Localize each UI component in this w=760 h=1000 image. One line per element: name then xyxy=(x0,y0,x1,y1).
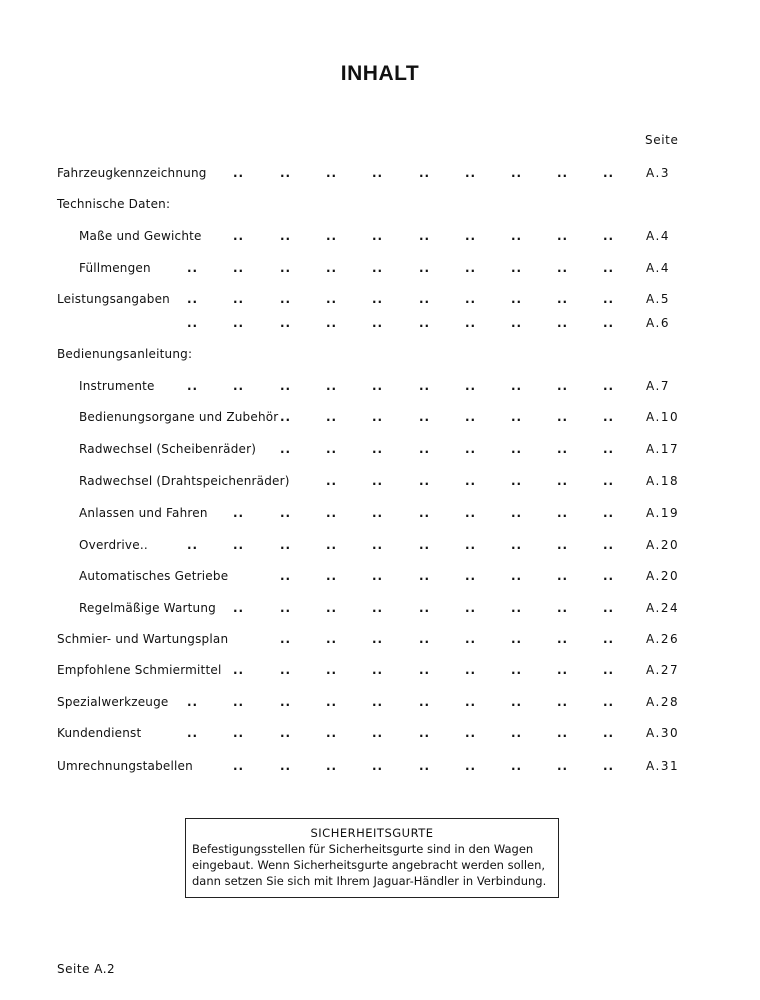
notice-line: dann setzen Sie sich mit Ihrem Jaguar-Händler in Verbindung. xyxy=(192,874,547,888)
dot-leader: .. xyxy=(557,759,569,773)
dot-leader: .. xyxy=(465,538,477,552)
dot-leader: .. xyxy=(280,632,292,646)
toc-entry xyxy=(0,663,760,683)
dot-leader: .. xyxy=(372,759,384,773)
dot-leader: .. xyxy=(557,726,569,740)
toc-entry xyxy=(0,759,760,779)
toc-entry xyxy=(0,292,760,312)
dot-leader: .. xyxy=(187,379,199,393)
page-number-footer: Seite A.2 xyxy=(57,962,116,976)
toc-entry-label: Maße und Gewichte xyxy=(79,229,202,243)
dot-leader: .. xyxy=(557,166,569,180)
dot-leader: .. xyxy=(511,663,523,677)
toc-entry-page: A.19 xyxy=(646,506,680,520)
dot-leader: .. xyxy=(372,261,384,275)
dot-leader: .. xyxy=(419,292,431,306)
dot-leader: .. xyxy=(465,695,477,709)
dot-leader: .. xyxy=(511,442,523,456)
toc-entry-page: A.18 xyxy=(646,474,680,488)
dot-leader: .. xyxy=(511,292,523,306)
dot-leader: .. xyxy=(372,292,384,306)
dot-leader: .. xyxy=(511,316,523,330)
toc-entry xyxy=(0,726,760,746)
dot-leader: .. xyxy=(280,166,292,180)
dot-leader: .. xyxy=(511,379,523,393)
dot-leader: .. xyxy=(419,316,431,330)
dot-leader: .. xyxy=(465,292,477,306)
dot-leader: .. xyxy=(372,538,384,552)
dot-leader: .. xyxy=(557,695,569,709)
dot-leader: .. xyxy=(187,695,199,709)
toc-entry xyxy=(0,569,760,589)
dot-leader: .. xyxy=(419,166,431,180)
dot-leader: .. xyxy=(511,695,523,709)
dot-leader: .. xyxy=(233,695,245,709)
dot-leader: .. xyxy=(326,379,338,393)
dot-leader: .. xyxy=(326,726,338,740)
page-column-header: Seite xyxy=(645,133,679,147)
dot-leader: .. xyxy=(280,316,292,330)
dot-leader: .. xyxy=(233,726,245,740)
dot-leader: .. xyxy=(326,695,338,709)
dot-leader: .. xyxy=(511,261,523,275)
dot-leader: .. xyxy=(511,726,523,740)
dot-leader: .. xyxy=(187,261,199,275)
dot-leader: .. xyxy=(557,569,569,583)
dot-leader: .. xyxy=(280,442,292,456)
dot-leader: .. xyxy=(511,632,523,646)
dot-leader: .. xyxy=(326,632,338,646)
toc-entry-label: Leistungsangaben xyxy=(57,292,170,306)
dot-leader: .. xyxy=(465,759,477,773)
dot-leader: .. xyxy=(557,379,569,393)
toc-entry xyxy=(0,538,760,558)
dot-leader: .. xyxy=(187,538,199,552)
dot-leader: .. xyxy=(511,229,523,243)
dot-leader: .. xyxy=(326,316,338,330)
toc-entry-label: Regelmäßige Wartung xyxy=(79,601,216,615)
toc-entry-page: A.4 xyxy=(646,229,670,243)
dot-leader: .. xyxy=(465,442,477,456)
dot-leader: .. xyxy=(372,474,384,488)
dot-leader: .. xyxy=(326,410,338,424)
dot-leader: .. xyxy=(372,569,384,583)
toc-entry-label: Radwechsel (Scheibenräder) xyxy=(79,442,257,456)
dot-leader: .. xyxy=(465,316,477,330)
dot-leader: .. xyxy=(603,506,615,520)
dot-leader: .. xyxy=(326,261,338,275)
toc-entry-label: Radwechsel (Drahtspeichenräder) xyxy=(79,474,290,488)
toc-entry-label: Technische Daten: xyxy=(57,197,171,211)
dot-leader: .. xyxy=(557,410,569,424)
seatbelt-notice-box xyxy=(185,818,559,898)
dot-leader: .. xyxy=(419,442,431,456)
dot-leader: .. xyxy=(419,601,431,615)
dot-leader: .. xyxy=(465,663,477,677)
dot-leader: .. xyxy=(280,601,292,615)
dot-leader: .. xyxy=(557,229,569,243)
dot-leader: .. xyxy=(372,632,384,646)
dot-leader: .. xyxy=(280,759,292,773)
dot-leader: .. xyxy=(511,538,523,552)
dot-leader: .. xyxy=(511,759,523,773)
dot-leader: .. xyxy=(419,474,431,488)
dot-leader: .. xyxy=(419,379,431,393)
dot-leader: .. xyxy=(465,166,477,180)
dot-leader: .. xyxy=(280,229,292,243)
dot-leader: .. xyxy=(233,229,245,243)
dot-leader: .. xyxy=(280,695,292,709)
dot-leader: .. xyxy=(372,229,384,243)
toc-entry-page: A.28 xyxy=(646,695,680,709)
toc-entry-page: A.17 xyxy=(646,442,680,456)
dot-leader: .. xyxy=(465,229,477,243)
dot-leader: .. xyxy=(557,632,569,646)
dot-leader: .. xyxy=(280,726,292,740)
dot-leader: .. xyxy=(372,316,384,330)
toc-entry-label: Füllmengen xyxy=(79,261,151,275)
toc-entry-label: Instrumente xyxy=(79,379,155,393)
dot-leader: .. xyxy=(233,379,245,393)
dot-leader: .. xyxy=(603,316,615,330)
dot-leader: .. xyxy=(603,379,615,393)
dot-leader: .. xyxy=(372,695,384,709)
dot-leader: .. xyxy=(603,759,615,773)
toc-entry xyxy=(0,695,760,715)
toc-entry xyxy=(0,166,760,186)
dot-leader: .. xyxy=(603,261,615,275)
dot-leader: .. xyxy=(419,261,431,275)
dot-leader: .. xyxy=(233,261,245,275)
dot-leader: .. xyxy=(280,569,292,583)
dot-leader: .. xyxy=(511,601,523,615)
dot-leader: .. xyxy=(187,726,199,740)
toc-entry-page: A.20 xyxy=(646,538,680,552)
dot-leader: .. xyxy=(326,601,338,615)
dot-leader: .. xyxy=(326,474,338,488)
dot-leader: .. xyxy=(326,166,338,180)
toc-entry-page: A.4 xyxy=(646,261,670,275)
dot-leader: .. xyxy=(603,569,615,583)
notice-title: SICHERHEITSGURTE xyxy=(310,826,434,840)
page-title: INHALT xyxy=(340,62,420,85)
dot-leader: .. xyxy=(280,410,292,424)
toc-entry xyxy=(0,347,760,367)
toc-entry-page: A.31 xyxy=(646,759,680,773)
dot-leader: .. xyxy=(187,292,199,306)
dot-leader: .. xyxy=(557,442,569,456)
dot-leader: .. xyxy=(465,601,477,615)
toc-entry xyxy=(0,379,760,399)
dot-leader: .. xyxy=(465,379,477,393)
dot-leader: .. xyxy=(557,538,569,552)
dot-leader: .. xyxy=(557,506,569,520)
dot-leader: .. xyxy=(372,601,384,615)
dot-leader: .. xyxy=(280,663,292,677)
dot-leader: .. xyxy=(233,292,245,306)
toc-entry-label: Fahrzeugkennzeichnung xyxy=(57,166,207,180)
dot-leader: .. xyxy=(465,506,477,520)
toc-entry xyxy=(0,442,760,462)
toc-entry xyxy=(0,197,760,217)
dot-leader: .. xyxy=(419,569,431,583)
toc-entry-label: Anlassen und Fahren xyxy=(79,506,208,520)
dot-leader: .. xyxy=(511,506,523,520)
toc-entry xyxy=(0,316,760,336)
dot-leader: .. xyxy=(557,261,569,275)
toc-entry-label: Schmier- und Wartungsplan xyxy=(57,632,229,646)
dot-leader: .. xyxy=(603,632,615,646)
dot-leader: .. xyxy=(511,569,523,583)
dot-leader: .. xyxy=(603,695,615,709)
toc-entry-label: Empfohlene Schmiermittel xyxy=(57,663,222,677)
dot-leader: .. xyxy=(326,442,338,456)
dot-leader: .. xyxy=(326,569,338,583)
dot-leader: .. xyxy=(372,506,384,520)
toc-entry xyxy=(0,410,760,430)
dot-leader: .. xyxy=(465,410,477,424)
dot-leader: .. xyxy=(187,316,199,330)
dot-leader: .. xyxy=(372,726,384,740)
toc-entry xyxy=(0,506,760,526)
dot-leader: .. xyxy=(603,410,615,424)
toc-entry-page: A.6 xyxy=(646,316,670,330)
dot-leader: .. xyxy=(603,663,615,677)
dot-leader: .. xyxy=(465,632,477,646)
dot-leader: .. xyxy=(372,442,384,456)
toc-entry xyxy=(0,474,760,494)
dot-leader: .. xyxy=(603,166,615,180)
dot-leader: .. xyxy=(419,506,431,520)
dot-leader: .. xyxy=(233,663,245,677)
dot-leader: .. xyxy=(233,601,245,615)
dot-leader: .. xyxy=(603,538,615,552)
dot-leader: .. xyxy=(557,316,569,330)
dot-leader: .. xyxy=(419,538,431,552)
dot-leader: .. xyxy=(465,726,477,740)
dot-leader: .. xyxy=(603,229,615,243)
dot-leader: .. xyxy=(233,506,245,520)
toc-entry-page: A.26 xyxy=(646,632,680,646)
toc-entry-page: A.27 xyxy=(646,663,680,677)
dot-leader: .. xyxy=(326,229,338,243)
toc-entry-page: A.30 xyxy=(646,726,680,740)
toc-entry-label: Umrechnungstabellen xyxy=(57,759,193,773)
dot-leader: .. xyxy=(465,261,477,275)
toc-entry-page: A.10 xyxy=(646,410,680,424)
dot-leader: .. xyxy=(280,379,292,393)
dot-leader: .. xyxy=(465,569,477,583)
dot-leader: .. xyxy=(603,601,615,615)
dot-leader: .. xyxy=(465,474,477,488)
dot-leader: .. xyxy=(603,726,615,740)
dot-leader: .. xyxy=(603,442,615,456)
toc-entry-label: Kundendienst xyxy=(57,726,142,740)
toc-entry-label: Bedienungsorgane und Zubehör xyxy=(79,410,279,424)
dot-leader: .. xyxy=(326,759,338,773)
dot-leader: .. xyxy=(280,292,292,306)
dot-leader: .. xyxy=(419,759,431,773)
toc-entry-page: A.24 xyxy=(646,601,680,615)
toc-entry xyxy=(0,601,760,621)
dot-leader: .. xyxy=(372,379,384,393)
toc-entry-page: A.7 xyxy=(646,379,670,393)
dot-leader: .. xyxy=(603,292,615,306)
dot-leader: .. xyxy=(280,261,292,275)
dot-leader: .. xyxy=(372,410,384,424)
dot-leader: .. xyxy=(233,316,245,330)
notice-line: eingebaut. Wenn Sicherheitsgurte angebracht werden sollen, xyxy=(192,858,546,872)
dot-leader: .. xyxy=(557,601,569,615)
toc-entry-label: Spezialwerkzeuge xyxy=(57,695,169,709)
dot-leader: .. xyxy=(419,726,431,740)
dot-leader: .. xyxy=(233,166,245,180)
dot-leader: .. xyxy=(603,474,615,488)
toc-entry-page: A.5 xyxy=(646,292,670,306)
dot-leader: .. xyxy=(557,663,569,677)
dot-leader: .. xyxy=(326,538,338,552)
dot-leader: .. xyxy=(233,759,245,773)
dot-leader: .. xyxy=(557,474,569,488)
toc-entry xyxy=(0,229,760,249)
toc-entry xyxy=(0,261,760,281)
dot-leader: .. xyxy=(372,663,384,677)
dot-leader: .. xyxy=(419,695,431,709)
dot-leader: .. xyxy=(280,538,292,552)
dot-leader: .. xyxy=(326,663,338,677)
toc-entry-page: A.20 xyxy=(646,569,680,583)
notice-line: Befestigungsstellen für Sicherheitsgurte sind in den Wagen xyxy=(192,842,534,856)
dot-leader: .. xyxy=(557,292,569,306)
dot-leader: .. xyxy=(419,632,431,646)
dot-leader: .. xyxy=(511,474,523,488)
dot-leader: .. xyxy=(326,506,338,520)
dot-leader: .. xyxy=(511,166,523,180)
toc-entry-label: Overdrive.. xyxy=(79,538,148,552)
dot-leader: .. xyxy=(233,538,245,552)
toc-entry-label: Automatisches Getriebe xyxy=(79,569,229,583)
toc-entry-page: A.3 xyxy=(646,166,670,180)
dot-leader: .. xyxy=(419,410,431,424)
dot-leader: .. xyxy=(326,292,338,306)
dot-leader: .. xyxy=(511,410,523,424)
toc-entry-label: Bedienungsanleitung: xyxy=(57,347,193,361)
dot-leader: .. xyxy=(419,229,431,243)
toc-entry xyxy=(0,632,760,652)
dot-leader: .. xyxy=(372,166,384,180)
dot-leader: .. xyxy=(280,506,292,520)
dot-leader: .. xyxy=(419,663,431,677)
